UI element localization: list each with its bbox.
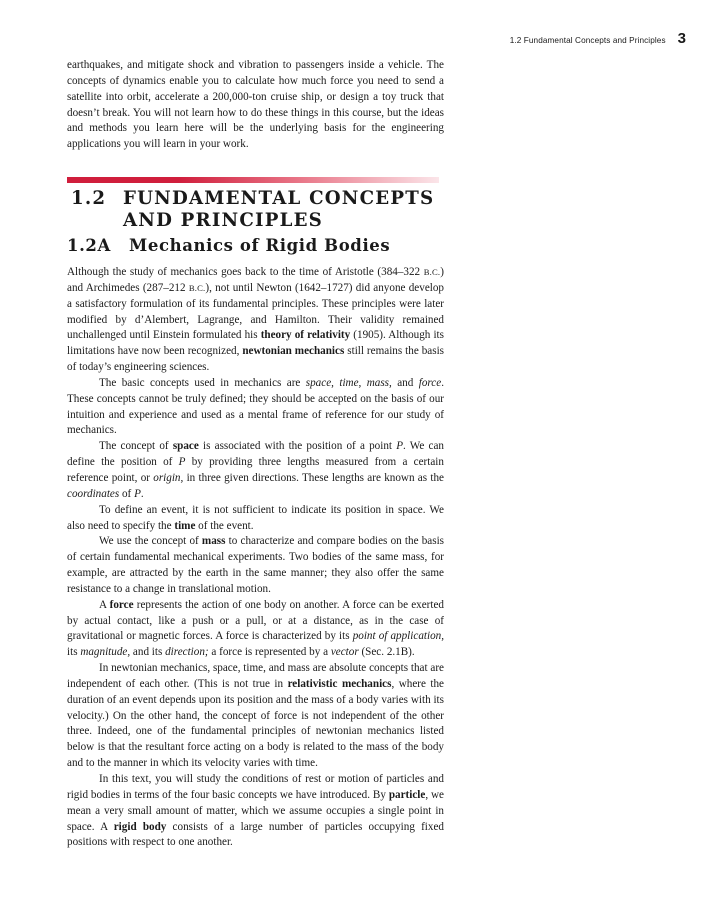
small-caps-bc: B.C. [188, 282, 206, 293]
term-force: force [109, 598, 134, 611]
section-heading [71, 188, 434, 231]
term-rigid-body: rigid body [113, 820, 167, 833]
term-mass: mass [201, 535, 226, 548]
subsection-title: Mechanics of Rigid Bodies [129, 236, 391, 255]
section-divider-rule [67, 177, 439, 183]
paragraph-force: A force represents the action of one body on another. A force can be exerted by actual contact, like a push or a pull, or at a distance, as in the case of gravitational or magnetic forces. A force is characterized by its point of application, its magnitude, and its direction; a force is represented by a vector (Sec. 2.1B). [67, 598, 445, 659]
main-body-text [67, 265, 444, 851]
section-number: 1.2 [71, 188, 107, 209]
paragraph-space: The concept of space is associated with the position of a point P. We can define the position of P by providing three lengths measured from a certain reference point, or origin, in three given directions. These lengths are known as the coordinates of P. [67, 440, 444, 500]
paragraph-basic-concepts: The basic concepts used in mechanics are space, time, mass, and force. These concepts cannot be truly defined; they should be accepted on the basis of our intuition and experience and used as a mental frame of reference for our study of mechanics. [67, 376, 444, 437]
term-newtonian-mechanics: newtonian mechanics [242, 345, 345, 358]
paragraph-mass: We use the concept of mass to characterize and compare bodies on the basis of certain fundamental mechanical experiments. Two bodies of the same mass, for example, are attracted by the earth in the same manner; they also offer the same resistance to a change in translational motion. [67, 535, 445, 595]
term-theory-of-relativity: theory of relativity [260, 329, 351, 342]
term-time: time [174, 519, 196, 532]
subsection-number: 1.2A [67, 236, 111, 255]
term-particle: particle [388, 788, 426, 801]
subsection-heading [67, 236, 390, 256]
running-head-title: 1.2 Fundamental Concepts and Principles [509, 36, 666, 45]
paragraph-newtonian: In newtonian mechanics, space, time, and mass are absolute concepts that are independent of each other. (This is not true in relativistic mechanics, where the duration of an event depends upon its position and the mass of a body varies with its velocity.) On the other hand, the concept of force is not independent of the other three. Indeed, one of the fundamental principles of newtonian mechanics listed below is that the resultant force acting on a body is related to the mass of the body and to the manner in which its velocity varies with time. [67, 662, 444, 770]
intro-paragraph: earthquakes, and mitigate shock and vibration to passengers inside a vehicle. The concepts of dynamics enable you to calculate how much force you need to send a satellite into orbit, accelerate a 200,000-ton cruise ship, or design a toy truck that doesn’t break. You will not learn how to do these things in this course, but the ideas and methods you learn here will be the underlying basis for the engineering applications you will learn in your work. [67, 59, 444, 151]
section-title-line1: FUNDAMENTAL CONCEPTS [123, 188, 435, 209]
small-caps-bc: B.C. [423, 267, 441, 277]
page-number: 3 [677, 30, 686, 47]
paragraph-particles-rigid-bodies: In this text, you will study the conditions of rest or motion of particles and rigid bodies in terms of the four basic concepts we have introduced. By particle, we mean a very small amount of matter, which we assume occupies a single point in space. A rigid body consists of a large number of particles occupying fixed positions with respect to one another. [67, 773, 444, 849]
paragraph-time: To define an event, it is not sufficient to indicate its position in space. We also need to specify the time of the event. [67, 503, 444, 532]
intro-paragraph-block [67, 58, 444, 153]
running-head [420, 30, 686, 48]
term-relativistic-mechanics: relativistic mechanics [287, 677, 392, 690]
paragraph-history: Although the study of mechanics goes back to the time of Aristotle (384–322 B.C.) and Archimedes (287–212 B.C.), not until Newton (1642–1727) did anyone develop a satisfactory formulation of its fundamental principles. These principles were later modified by d’Alembert, Lagrange, and Hamilton. Their validity remained unchallenged until Einstein formulated his theory of relativity (1905). Although its limitations have now been recognized, newtonian mechanics still remains the basis of today’s engineering sciences. [67, 266, 445, 374]
term-space: space [172, 440, 199, 453]
section-title-line2: AND PRINCIPLES [123, 209, 324, 231]
